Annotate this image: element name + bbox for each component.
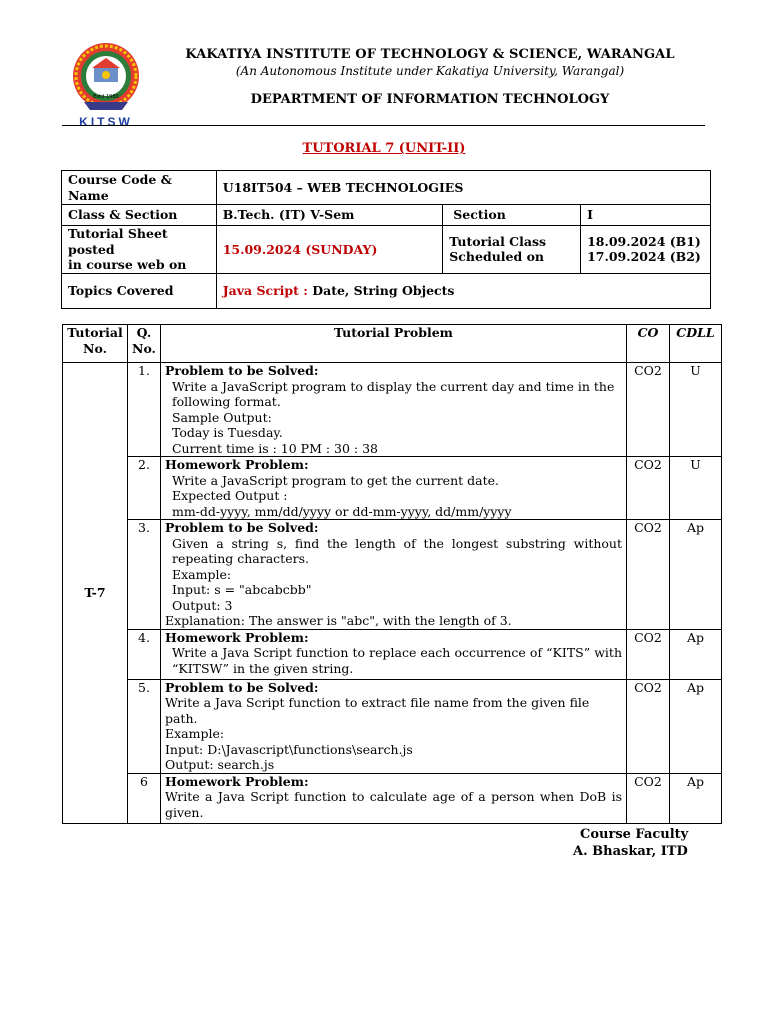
topics-value: Java Script : Date, String Objects — [216, 273, 710, 308]
topics-label: Topics Covered — [62, 273, 217, 308]
section-value: I — [581, 205, 711, 226]
svg-text:KITSW: KITSW — [79, 115, 133, 129]
header-co: CO — [627, 325, 670, 363]
header-problem: Tutorial Problem — [160, 325, 626, 363]
header-tutorial-no: Tutorial No. — [63, 325, 128, 363]
table-row — [63, 457, 722, 520]
table-row — [63, 520, 722, 630]
problem-text: Problem to be Solved: Write a JavaScript program to display the current day and time in the following format. Sample Output: Today is Tuesday. Current time is : 10 PM : 30 : 38 — [160, 363, 626, 457]
posted-label: Tutorial Sheet posted in course web on — [62, 226, 217, 274]
question-number: 4. — [127, 629, 160, 679]
co-value: CO2 — [627, 773, 670, 823]
problem-text: Homework Problem: Write a Java Script function to calculate age of a person when DoB is given. — [160, 773, 626, 823]
scheduled-label: Tutorial Class Scheduled on — [443, 226, 581, 274]
co-value: CO2 — [627, 457, 670, 520]
cdll-value: Ap — [669, 520, 721, 630]
institute-name: KAKATIYA INSTITUTE OF TECHNOLOGY & SCIENCE, WARANGAL — [185, 47, 675, 62]
problem-text: Problem to be Solved: Given a string s, find the length of the longest substring without repeating characters. Example: Input: s = "abcabcbb" Output: 3 Explanation: The answer is "abc", with the length of 3. — [160, 520, 626, 630]
header-q-no: Q. No. — [127, 325, 160, 363]
cdll-value: U — [669, 457, 721, 520]
co-value: CO2 — [627, 629, 670, 679]
course-faculty — [540, 826, 715, 860]
co-value: CO2 — [627, 679, 670, 773]
table-row — [63, 363, 722, 457]
class-value: B.Tech. (IT) V-Sem — [216, 205, 443, 226]
problem-text: Problem to be Solved: Write a Java Script function to extract file name from the given file path. Example: Input: D:\Javascript\functions\search.js Output: search.js — [160, 679, 626, 773]
co-value: CO2 — [627, 363, 670, 457]
course-label: Course Code & Name — [62, 171, 217, 205]
problem-text: Homework Problem: Write a Java Script function to replace each occurrence of “KITS” with “KITSW” in the given string. — [160, 629, 626, 679]
posted-value: 15.09.2024 (SUNDAY) — [216, 226, 443, 274]
question-number: 6 — [127, 773, 160, 823]
tutorial-number: T-7 — [63, 363, 128, 824]
table-row — [63, 679, 722, 773]
department-name: DEPARTMENT OF INFORMATION TECHNOLOGY — [250, 92, 610, 107]
co-value: CO2 — [627, 520, 670, 630]
cdll-value: Ap — [669, 773, 721, 823]
course-info-table — [61, 170, 711, 309]
table-row — [63, 629, 722, 679]
question-number: 5. — [127, 679, 160, 773]
cdll-value: Ap — [669, 629, 721, 679]
cdll-value: Ap — [669, 679, 721, 773]
question-number: 1. — [127, 363, 160, 457]
question-number: 3. — [127, 520, 160, 630]
header-rule — [62, 125, 705, 126]
problem-text: Homework Problem: Write a JavaScript program to get the current date. Expected Output : mm-dd-yyyy, mm/dd/yyyy or dd-mm-yyyy, dd/mm/yyyy — [160, 457, 626, 520]
tutorial-title: TUTORIAL 7 (UNIT-II) — [302, 141, 466, 156]
tutorial-problems-table — [62, 324, 722, 824]
class-label: Class & Section — [62, 205, 217, 226]
faculty-label: Course Faculty — [580, 827, 689, 842]
header-cdll: CDLL — [669, 325, 721, 363]
table-row — [63, 773, 722, 823]
scheduled-value: 18.09.2024 (B1) 17.09.2024 (B2) — [581, 226, 711, 274]
institute-subtitle: (An Autonomous Institute under Kakatiya University, Warangal) — [235, 64, 625, 78]
kitsw-logo — [70, 40, 142, 130]
course-value: U18IT504 – WEB TECHNOLOGIES — [216, 171, 710, 205]
question-number: 2. — [127, 457, 160, 520]
svg-text:Estd-1980: Estd-1980 — [93, 94, 119, 100]
faculty-name: A. Bhaskar, ITD — [573, 844, 688, 859]
cdll-value: U — [669, 363, 721, 457]
section-label: Section — [443, 205, 581, 226]
